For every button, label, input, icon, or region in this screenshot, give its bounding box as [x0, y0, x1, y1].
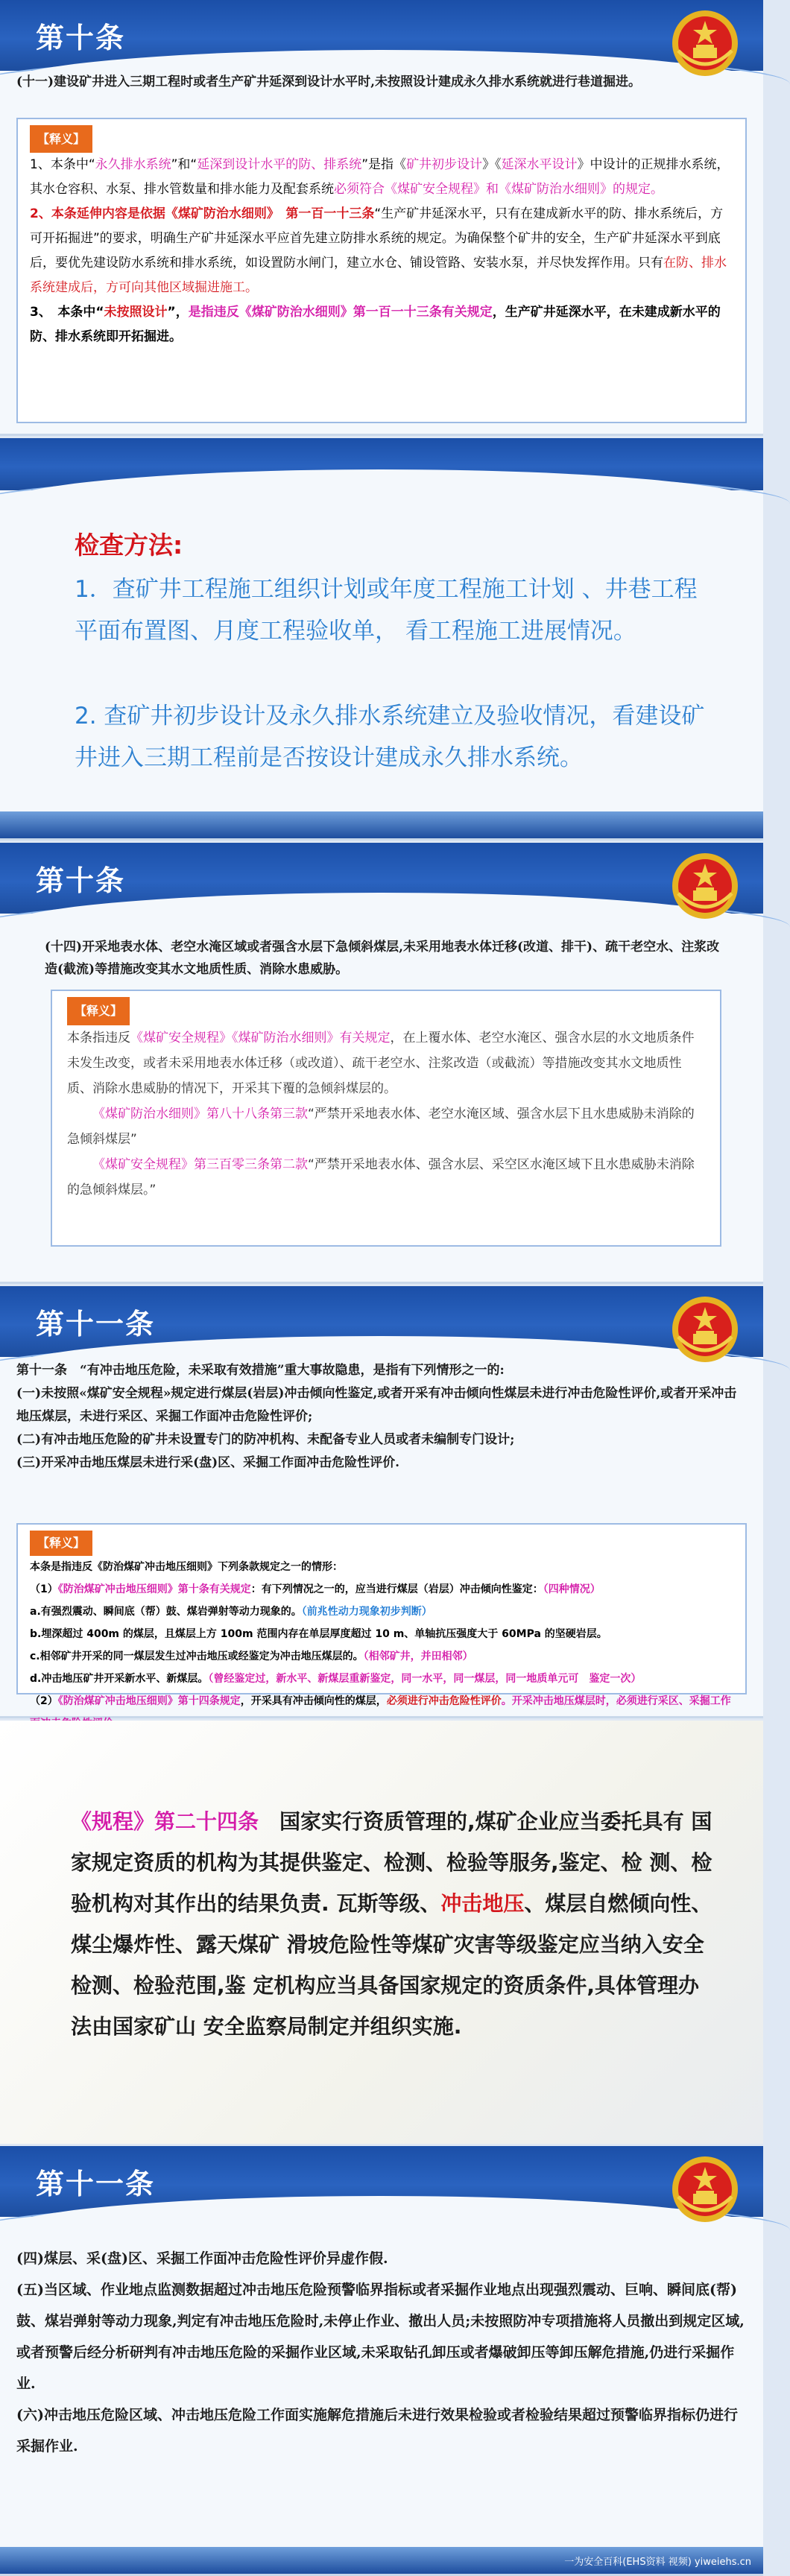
slide-title: 第十一条 [36, 1307, 156, 1341]
interpretation-box [16, 1523, 747, 1707]
box-line: （2）《防治煤矿冲击地压细则》第十四条规定，开采具有冲击倾向性的煤层，必须进行冲击危险性评价。开采冲击地压煤层时，必须进行采区、采掘工作 [30, 1695, 731, 1707]
interpretation-box [16, 118, 747, 423]
slide-article-11-continued [0, 2146, 763, 2576]
clause-text: (十一)建设矿井进入三期工程时或者生产矿井延深到设计水平时,未按照设计建成永久排水系统就进行巷道掘进。 [16, 75, 642, 89]
box-line: （1）《防治煤矿冲击地压细则》第十条有关规定：有下列情况之一的，应当进行煤层（岩层）冲击倾向性鉴定：（四种情况） [30, 1583, 601, 1595]
slide-title: 第十条 [36, 21, 126, 54]
box-line: b.埋深超过 400m 的煤层，且煤层上方 100m 范围内存在单层厚度超过 10 m、单轴抗压强度大于 60MPa 的坚硬岩层。 [30, 1628, 607, 1640]
clause-text: (十四)开采地表水体、老空水淹区域或者强含水层下急倾斜煤层,未采用地表水体迁移(改道、排干)、疏干老空水、注浆改造(截流)等措施改变其水文地质性质、消除水患威胁。 [45, 940, 720, 977]
national-emblem-icon [668, 1292, 742, 1367]
box-line: 本条是指违反《防治煤矿冲击地压细则》下列条款规定之一的情形： [30, 1561, 343, 1573]
interpretation-paragraph-1: 1、本条中“永久排水系统”和“延深到设计水平的防、排系统”是指《矿井初步设计》《延深水平设计》中设计的正规排水系统，其水仓容积、水泵、排水管数量和排水能力及配套系统必须符合《煤矿安全规程》和《煤矿防治水细则》的规定。 [30, 157, 730, 197]
interpretation-paragraph-2: 2、本条延伸内容是依据《煤矿防治水细则》 第一百一十三条“生产矿井延深水平，只有在建成新水平的防、排水系统后，方可开拓掘进”的要求，明确生产矿井延深水平应首先建立防排水系统的规定。为确保整个矿井的安全，生产矿井延深水平到底后，要优先建设防水系统和排水系统，如设置防水闸门，建立水仓、铺设管路、安装水泵，并尽快发挥作用。只有在防、排水系统建成后，方可向其他区域掘进施工。 [30, 206, 727, 295]
bottom-band [0, 811, 763, 838]
interpretation-tag: 【释义】 [30, 1531, 92, 1556]
national-emblem-icon [668, 2152, 742, 2227]
interpretation-paragraph-3: 3、 本条中“未按照设计”，是指违反《煤矿防治水细则》第一百一十三条有关规定，生产矿井延深水平，在未建成新水平的防、排水系统即开拓掘进。 [30, 305, 721, 344]
slide-article-10-drainage [0, 0, 763, 436]
clause-text: 第十一条 “有冲击地压危险，未采取有效措施”重大事故隐患，是指有下列情形之一的: (一)未按照«煤矿安全规程»规定进行煤层(岩层)冲击倾向性鉴定,或者开采有冲击倾向性煤层未进行冲击危险性评价,或者开采冲击地压煤层，未进行采区、采掘工作面冲击危险性评价; (二)有冲击地压危险的矿井未设置专门的防冲机构、未配备专业人员或者未编制专门设计; (三)开采冲击地压煤层未进行采(盘)区、采掘工作面冲击危险性评价. [16, 1363, 737, 1470]
regulation-paragraph: 《规程》第二十四条 国家实行资质管理的,煤矿企业应当委托具有 国家规定资质的机构为其提供鉴定、检测、检验等服务,鉴定、检 测、检验机构对其作出的结果负责. 瓦斯等级、冲击地压、煤层自燃倾向性、煤尘爆炸性、露天煤矿 滑坡危险性等煤矿灾害等级鉴定应当纳入安全检测、检验范围,鉴 定机构应当具备国家规定的资质条件,具体管理办法由国家矿山 安全监察局制定并组织实施. [71, 1809, 712, 2039]
slide-title: 第十条 [36, 864, 126, 897]
interpretation-tag: 【释义】 [30, 125, 92, 153]
method-item-1: 1．查矿井工程施工组织计划或年度工程施工计划 、井巷工程平面布置图、月度工程验收单， 看工程施工进展情况。 [75, 576, 698, 645]
section-heading: 检查方法: [75, 531, 183, 560]
interpretation-paragraph-1: 本条指违反《煤矿安全规程》《煤矿防治水细则》有关规定，在上覆水体、老空水淹区、强含水层的水文地质条件未发生改变，或者未采用地表水体迁移（或改道）、疏干老空水、注浆改造（或截流）等措施改变其水文地质性质、消除水患威胁的情况下，开采其下覆的急倾斜煤层的。 [67, 1031, 695, 1096]
top-band [0, 438, 763, 490]
slide-article-10-steep-seam [0, 843, 763, 1284]
national-emblem-icon [668, 849, 742, 923]
slide-inspection-method [0, 438, 763, 841]
clause-text: (四)煤层、采(盘)区、采掘工作面冲击危险性评价异虚作假. (五)当区域、作业地点监测数据超过冲击地压危险预警临界指标或者采掘作业地点出现强烈震动、巨响、瞬间底(帮)鼓、煤岩弹射等动力现象,判定有冲击地压危险时,未停止作业、撤出人员;未按照防冲专项措施将人员撤出到规定区域,或者预警后经分析研判有冲击地压危险的采掘作业区域,未采取钻孔卸压或者爆破卸压等卸压解危措施,仍进行采掘作业. (六)冲击地压危险区域、冲击地压危险工作面实施解危措施后未进行效果检验或者检验结果超过预警临界指标仍进行采掘作业. [16, 2250, 745, 2455]
footer-source: 一为安全百科(EHS资料 视频) yiweiehs.cn [564, 2557, 751, 2568]
box-line: a.有强烈震动、瞬间底（帮）鼓、煤岩弹射等动力现象的。（前兆性动力现象初步判断） [30, 1606, 432, 1618]
box-line: d.冲击地压矿井开采新水平、新煤层。（曾经鉴定过，新水平、新煤层重新鉴定，同一水平，同一煤层，同一地质单元可 鉴定一次） [30, 1673, 642, 1685]
national-emblem-icon [668, 6, 742, 80]
interpretation-tag: 【释义】 [67, 997, 130, 1025]
interpretation-box [51, 990, 721, 1247]
slide-article-11-rockburst [0, 1286, 763, 1718]
interpretation-paragraph-3: 《煤矿安全规程》第三百零三条第二款“严禁开采地表水体、强含水层、采空区水淹区域下且水患威胁未消除的急倾斜煤层。” [67, 1157, 695, 1197]
slide-regulation-article-24 [0, 1721, 763, 2144]
method-item-2: 2. 查矿井初步设计及永久排水系统建立及验收情况，看建设矿井进入三期工程前是否按设计建成永久排水系统。 [75, 703, 705, 771]
box-line: c.相邻矿井开采的同一煤层发生过冲击地压或经鉴定为冲击地压煤层的。（相邻矿井，并田相邻） [30, 1651, 473, 1662]
interpretation-paragraph-2: 《煤矿防治水细则》第八十八条第三款“严禁开采地表水体、老空水淹区域、强含水层下且水患威胁未消除的急倾斜煤层” [67, 1107, 695, 1147]
slide-title: 第十一条 [36, 2167, 156, 2200]
